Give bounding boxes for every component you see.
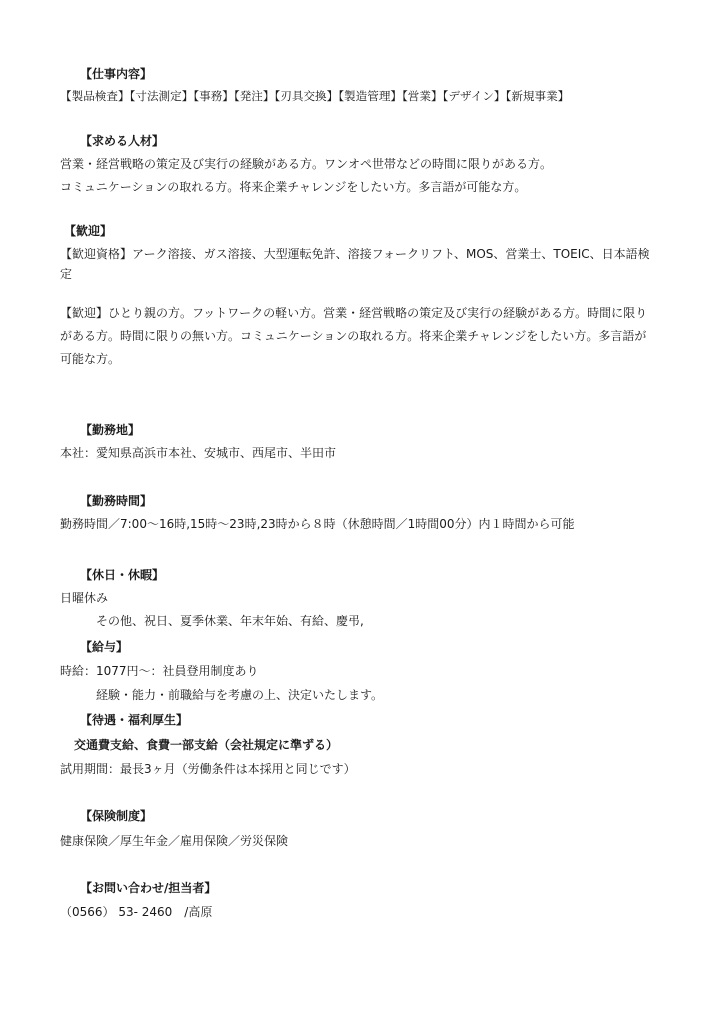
- salary-heading: 【給与】: [80, 640, 129, 654]
- insurance-text: 健康保険／厚生年金／雇用保険／労災保険: [60, 834, 289, 848]
- requirements-line-1: 営業・経営戦略の策定及び実行の経験がある方。ワンオペ世帯などの時間に限りがある方。: [60, 157, 553, 171]
- welcome-qualifications-line-2: 定: [60, 267, 73, 281]
- welcome-preferred-line-1: 【歓迎】ひとり親の方。フットワークの軽い方。営業・経営戦略の策定及び実行の経験がある方。時間に限り: [60, 306, 648, 320]
- requirements-heading: 【求める人材】: [80, 134, 165, 148]
- insurance-heading: 【保険制度】: [80, 809, 153, 823]
- benefits-heading: 【待遇・福利厚生】: [80, 713, 189, 727]
- salary-line-1: 時給：1077円～：社員登用制度あり: [60, 664, 259, 678]
- welcome-heading: 【歓迎】: [64, 224, 113, 238]
- location-text: 本社：愛知県高浜市本社、安城市、西尾市、半田市: [60, 446, 337, 460]
- hours-heading: 【勤務時間】: [80, 494, 153, 508]
- holidays-line-1: 日曜休み: [60, 591, 109, 605]
- welcome-qualifications-line-1: 【歓迎資格】アーク溶接、ガス溶接、大型運転免許、溶接フォークリフト、MOS、営業士、TOEIC、日本語検: [60, 247, 650, 261]
- job-heading: 【仕事内容】: [80, 67, 153, 81]
- contact-heading: 【お問い合わせ/担当者】: [80, 881, 217, 895]
- salary-line-2: 経験・能力・前職給与を考慮の上、決定いたします。: [96, 688, 384, 702]
- contact-text: （0566） 53- 2460 /高原: [60, 905, 213, 919]
- requirements-line-2: コミュニケーションの取れる方。将来企業チャレンジをしたい方。多言語が可能な方。: [60, 180, 527, 194]
- benefits-line-1: 交通費支給、食費一部支給（会社規定に準ずる）: [74, 738, 339, 752]
- holidays-heading: 【休日・休暇】: [80, 568, 165, 582]
- hours-text: 勤務時間／7:00～16時,15時～23時,23時から８時（休憩時間／1時間00分）内１時間から可能: [60, 517, 575, 531]
- holidays-line-2: その他、祝日、夏季休業、年末年始、有給、慶弔,: [96, 614, 364, 628]
- benefits-line-2: 試用期間：最長3ヶ月（労働条件は本採用と同じです）: [60, 762, 356, 776]
- job-tags: 【製品検査】【寸法測定】【事務】【発注】【刃具交換】【製造管理】【営業】【デザイン】【新規事業】: [60, 89, 570, 103]
- welcome-preferred-line-2: がある方。時間に限りの無い方。コミュニケーションの取れる方。将来企業チャレンジをしたい方。多言語が: [60, 329, 647, 343]
- welcome-preferred-line-3: 可能な方。: [60, 352, 121, 366]
- location-heading: 【勤務地】: [80, 423, 141, 437]
